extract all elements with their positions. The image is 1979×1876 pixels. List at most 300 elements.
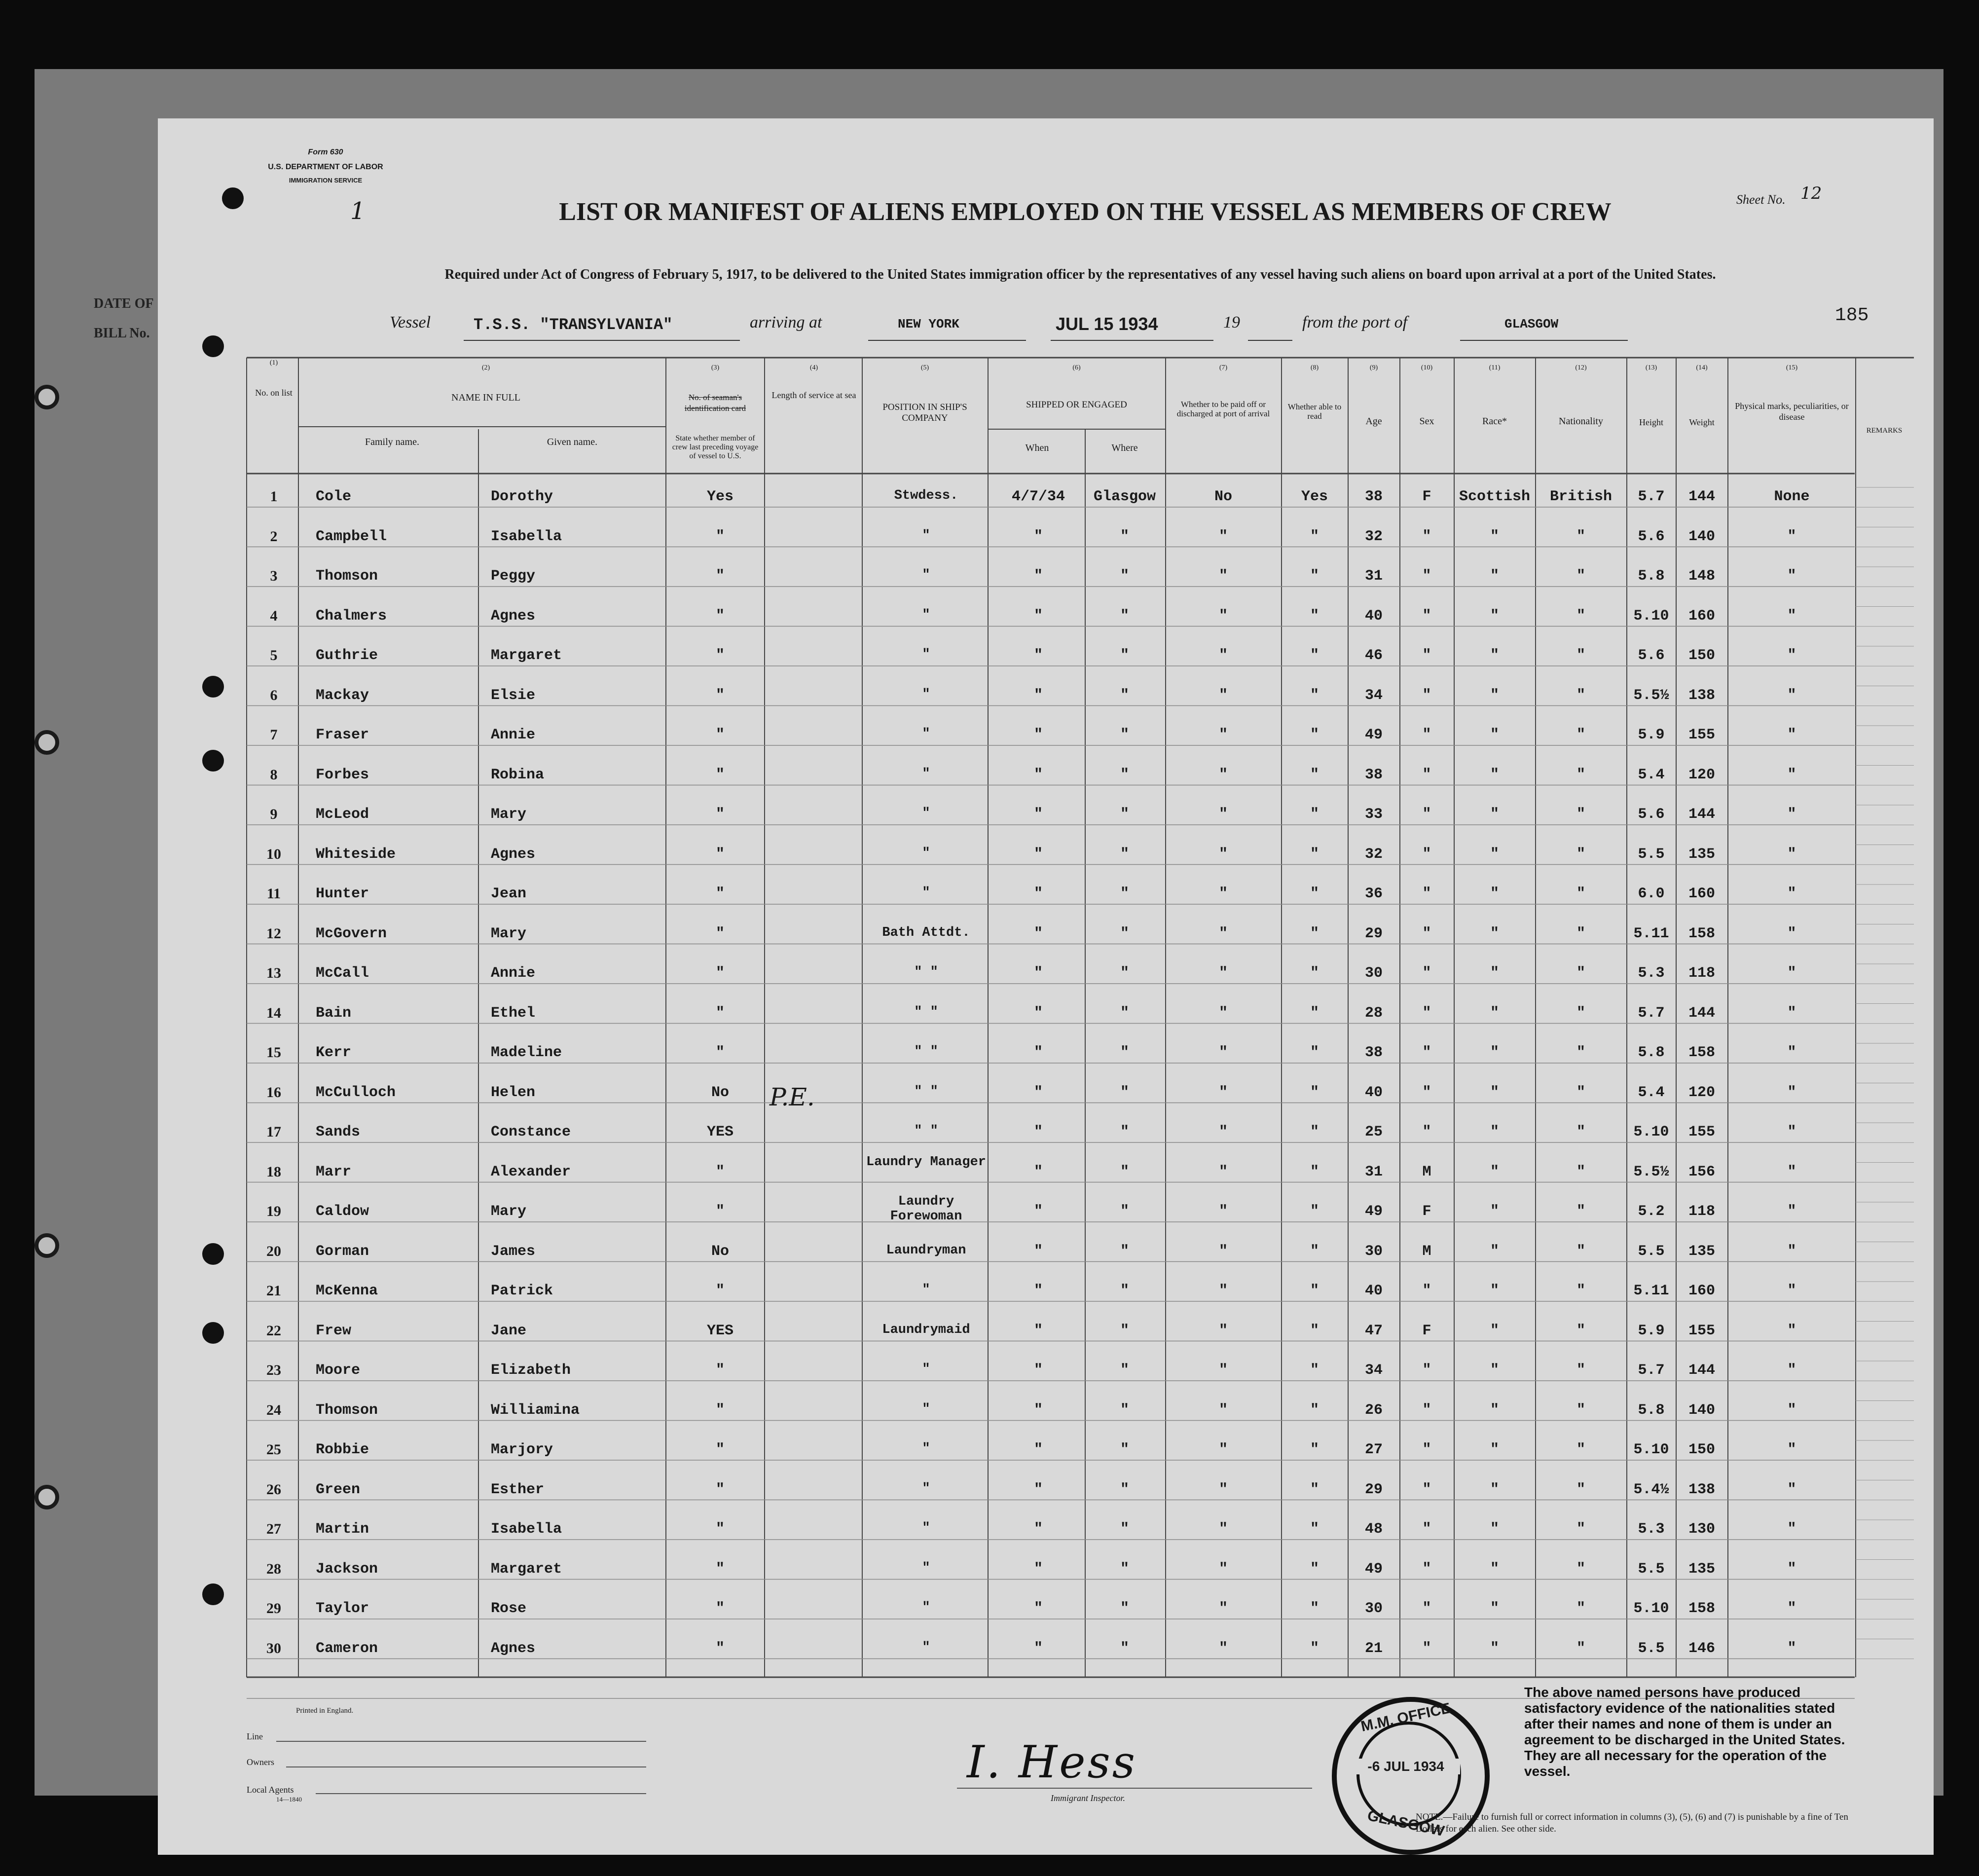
shipped-where: " xyxy=(1120,925,1129,942)
weight: 160 xyxy=(1688,607,1715,625)
paid-off: " xyxy=(1218,607,1228,625)
height: 5.7 xyxy=(1638,488,1665,505)
col-num-5: (5) xyxy=(920,364,929,371)
seaman-status: " xyxy=(715,687,725,704)
age: 38 xyxy=(1364,766,1383,783)
shipped-where: " xyxy=(1120,647,1129,664)
age: 25 xyxy=(1364,1124,1383,1140)
arriving-port: NEW YORK xyxy=(898,317,959,331)
age: 49 xyxy=(1364,1560,1383,1578)
nationality: " xyxy=(1576,965,1585,982)
row-number: 22 xyxy=(266,1322,281,1339)
seaman-status: " xyxy=(715,1521,725,1538)
sex: F xyxy=(1422,1322,1431,1339)
col-sex: Sex xyxy=(1419,416,1434,427)
height: 5.5 xyxy=(1638,1243,1665,1260)
position: Bath Attdt. xyxy=(882,925,970,940)
shipped-when: " xyxy=(1033,1243,1043,1260)
given-name: Marjory xyxy=(491,1441,553,1458)
position: Laundryman xyxy=(886,1243,966,1258)
paid-off: " xyxy=(1218,925,1228,942)
given-name: Williamina xyxy=(491,1401,580,1419)
row-number: 11 xyxy=(266,885,281,902)
footer-owners-label: Owners xyxy=(247,1757,274,1767)
certification-text: The above named persons have produced satisfactory evidence of the nationalities stated after their names and none of them is under an agreement to be discharged in the United States. They are all necessary for the operation of the vessel. xyxy=(1524,1685,1845,1779)
physical-marks: " xyxy=(1787,1243,1796,1260)
given-name: Isabella xyxy=(491,528,562,545)
shipped-where: Glasgow xyxy=(1093,488,1156,505)
age: 30 xyxy=(1364,1243,1383,1260)
able-to-read: " xyxy=(1310,727,1319,743)
nationality: " xyxy=(1576,687,1585,704)
shipped-when: " xyxy=(1033,1600,1043,1617)
seaman-status: " xyxy=(715,1163,725,1180)
race: " xyxy=(1490,727,1499,743)
col-age: Age xyxy=(1365,416,1382,427)
able-to-read: " xyxy=(1310,1560,1319,1578)
position: " xyxy=(922,1521,930,1536)
col-nationality: Nationality xyxy=(1559,416,1603,427)
able-to-read: " xyxy=(1310,1084,1319,1101)
nationality: " xyxy=(1576,1362,1585,1379)
weight: 118 xyxy=(1688,1203,1715,1220)
height: 5.10 xyxy=(1633,607,1669,625)
paid-off: No xyxy=(1214,488,1232,505)
seaman-status: " xyxy=(715,766,725,783)
seaman-status: " xyxy=(715,1203,725,1220)
given-name: James xyxy=(491,1243,536,1260)
sex: " xyxy=(1422,766,1431,783)
sex: " xyxy=(1422,1401,1431,1419)
shipped-when: " xyxy=(1033,1560,1043,1578)
race: " xyxy=(1490,1521,1499,1538)
able-to-read: " xyxy=(1310,1441,1319,1458)
weight: 135 xyxy=(1688,846,1715,863)
paid-off: " xyxy=(1218,1163,1228,1180)
weight: 155 xyxy=(1688,727,1715,743)
nationality: " xyxy=(1576,1084,1585,1101)
footer-agents-label: Local Agents xyxy=(247,1785,294,1795)
paid-off: " xyxy=(1218,528,1228,545)
given-name: Margaret xyxy=(491,1560,562,1578)
nationality: " xyxy=(1576,727,1585,743)
able-to-read: " xyxy=(1310,1044,1319,1061)
weight: 144 xyxy=(1688,806,1715,823)
col-num-15: (15) xyxy=(1786,364,1798,371)
position: " " xyxy=(914,1004,938,1020)
physical-marks: " xyxy=(1787,1044,1796,1061)
able-to-read: " xyxy=(1310,528,1319,545)
physical-marks: " xyxy=(1787,528,1796,545)
family-name: Moore xyxy=(316,1362,361,1379)
paid-off: " xyxy=(1218,1243,1228,1260)
col-where: Where xyxy=(1111,442,1138,453)
sex: " xyxy=(1422,1283,1431,1299)
shipped-when: " xyxy=(1033,1044,1043,1061)
seaman-status: No xyxy=(711,1243,729,1260)
shipped-when: " xyxy=(1033,1521,1043,1538)
weight: 155 xyxy=(1688,1322,1715,1339)
seaman-status: " xyxy=(715,806,725,823)
shipped-when: " xyxy=(1033,1481,1043,1498)
physical-marks: " xyxy=(1787,766,1796,783)
position: Laundrymaid xyxy=(882,1322,970,1337)
weight: 158 xyxy=(1688,925,1715,942)
seaman-status: " xyxy=(715,1441,725,1458)
able-to-read: " xyxy=(1310,965,1319,982)
col-num-7: (7) xyxy=(1219,364,1228,371)
nationality: " xyxy=(1576,647,1585,664)
given-name: Robina xyxy=(491,766,545,783)
height: 6.0 xyxy=(1638,885,1665,902)
given-name: Constance xyxy=(491,1124,571,1140)
col-race: Race* xyxy=(1482,416,1507,427)
given-name: Esther xyxy=(491,1481,545,1498)
physical-marks: " xyxy=(1787,607,1796,625)
col-num-3: (3) xyxy=(711,364,720,371)
shipped-when: " xyxy=(1033,1004,1043,1022)
seaman-status: " xyxy=(715,925,725,942)
seaman-status: " xyxy=(715,1004,725,1022)
position: " xyxy=(922,1441,930,1456)
position: " xyxy=(922,766,930,781)
sheet-no-label: Sheet No. xyxy=(1736,192,1786,207)
position: " xyxy=(922,1640,930,1655)
position: " xyxy=(922,568,930,583)
seaman-status: " xyxy=(715,1362,725,1379)
family-name: Cole xyxy=(316,488,352,505)
nationality: " xyxy=(1576,568,1585,585)
weight: 150 xyxy=(1688,1441,1715,1458)
row-number: 1 xyxy=(270,488,278,505)
family-name: Cameron xyxy=(316,1640,378,1657)
weight: 120 xyxy=(1688,766,1715,783)
printed-in-label: Printed in England. xyxy=(296,1707,354,1715)
shipped-when: " xyxy=(1033,846,1043,863)
shipped-where: " xyxy=(1120,1481,1129,1498)
race: " xyxy=(1490,1441,1499,1458)
able-to-read: " xyxy=(1310,1243,1319,1260)
family-name: Guthrie xyxy=(316,647,378,664)
nationality: " xyxy=(1576,766,1585,783)
sex: " xyxy=(1422,1004,1431,1022)
sex: " xyxy=(1422,846,1431,863)
physical-marks: " xyxy=(1787,885,1796,902)
height: 5.2 xyxy=(1638,1203,1665,1220)
paid-off: " xyxy=(1218,965,1228,982)
weight: 146 xyxy=(1688,1640,1715,1657)
sex: " xyxy=(1422,1084,1431,1101)
able-to-read: " xyxy=(1310,1481,1319,1498)
physical-marks: " xyxy=(1787,1283,1796,1299)
row-number: 12 xyxy=(266,925,281,942)
seaman-status: No xyxy=(711,1084,729,1101)
sex: " xyxy=(1422,528,1431,545)
physical-marks: " xyxy=(1787,925,1796,942)
position: " " xyxy=(914,1044,938,1059)
family-name: Fraser xyxy=(316,727,369,743)
age: 49 xyxy=(1364,727,1383,743)
paid-off: " xyxy=(1218,1044,1228,1061)
race: " xyxy=(1490,1163,1499,1180)
sex: " xyxy=(1422,1560,1431,1578)
height: 5.3 xyxy=(1638,1521,1665,1538)
given-name: Jean xyxy=(491,885,527,902)
able-to-read: " xyxy=(1310,806,1319,823)
physical-marks: " xyxy=(1787,1401,1796,1419)
race: " xyxy=(1490,1600,1499,1617)
position: " xyxy=(922,885,930,900)
height: 5.8 xyxy=(1638,1401,1665,1419)
nationality: " xyxy=(1576,846,1585,863)
sex: " xyxy=(1422,1044,1431,1061)
col-seaman-card: No. of seaman's identification card xyxy=(684,393,746,413)
age: 27 xyxy=(1364,1441,1383,1458)
height: 5.7 xyxy=(1638,1362,1665,1379)
sex: " xyxy=(1422,647,1431,664)
shipped-when: " xyxy=(1033,1441,1043,1458)
height: 5.6 xyxy=(1638,806,1665,823)
nationality: " xyxy=(1576,1401,1585,1419)
physical-marks: " xyxy=(1787,1322,1796,1339)
paid-off: " xyxy=(1218,1124,1228,1140)
age: 32 xyxy=(1364,846,1383,863)
shipped-where: " xyxy=(1120,806,1129,823)
col-seaman-note: State whether member of crew last preceding voyage of vessel to U.S. xyxy=(672,434,759,460)
age: 40 xyxy=(1364,1084,1383,1101)
able-to-read: " xyxy=(1310,885,1319,902)
given-name: Dorothy xyxy=(491,488,553,505)
row-number: 28 xyxy=(266,1560,281,1577)
paid-off: " xyxy=(1218,1362,1228,1379)
shipped-when: " xyxy=(1033,1124,1043,1140)
given-name: Annie xyxy=(491,727,536,743)
nationality: " xyxy=(1576,1044,1585,1061)
physical-marks: " xyxy=(1787,1004,1796,1022)
weight: 135 xyxy=(1688,1243,1715,1260)
seaman-status: " xyxy=(715,1481,725,1498)
sex: " xyxy=(1422,568,1431,585)
nationality: British xyxy=(1549,488,1613,505)
age: 38 xyxy=(1364,488,1383,505)
col-num-14: (14) xyxy=(1696,364,1708,371)
inspector-signature: I. Hess xyxy=(967,1736,1137,1788)
weight: 148 xyxy=(1688,568,1715,585)
row-number: 9 xyxy=(270,806,278,822)
sex: M xyxy=(1422,1243,1431,1260)
paid-off: " xyxy=(1218,1481,1228,1498)
col-weight: Weight xyxy=(1689,417,1715,427)
physical-marks: " xyxy=(1787,1560,1796,1578)
able-to-read: " xyxy=(1310,925,1319,942)
weight: 155 xyxy=(1688,1124,1715,1140)
weight: 130 xyxy=(1688,1521,1715,1538)
nationality: " xyxy=(1576,1481,1585,1498)
col-num-6: (6) xyxy=(1072,364,1081,371)
sex: F xyxy=(1422,1203,1431,1220)
family-name: McGovern xyxy=(316,925,387,942)
paid-off: " xyxy=(1218,1600,1228,1617)
shipped-where: " xyxy=(1120,1322,1129,1339)
able-to-read: " xyxy=(1310,1124,1319,1140)
shipped-when: " xyxy=(1033,806,1043,823)
height: 5.11 xyxy=(1633,925,1669,942)
shipped-where: " xyxy=(1120,727,1129,743)
paid-off: " xyxy=(1218,1084,1228,1101)
shipped-where: " xyxy=(1120,568,1129,585)
vessel-name: T.S.S. "TRANSYLVANIA" xyxy=(474,316,673,334)
family-name: McCall xyxy=(316,965,369,982)
height: 5.10 xyxy=(1633,1600,1669,1617)
side-date-label: DATE OF xyxy=(94,296,154,311)
able-to-read: " xyxy=(1310,607,1319,625)
family-name: Frew xyxy=(316,1322,352,1339)
seaman-status: " xyxy=(715,885,725,902)
race: " xyxy=(1490,1322,1499,1339)
shipped-where: " xyxy=(1120,1243,1129,1260)
shipped-where: " xyxy=(1120,846,1129,863)
shipped-when: " xyxy=(1033,965,1043,982)
shipped-where: " xyxy=(1120,1283,1129,1299)
age: 21 xyxy=(1364,1640,1383,1657)
position: Laundry Forewoman xyxy=(890,1194,962,1224)
row-number: 20 xyxy=(266,1243,281,1259)
footer-line-label: Line xyxy=(247,1731,263,1741)
race: " xyxy=(1490,766,1499,783)
vessel-label: Vessel xyxy=(390,313,431,331)
given-name: Rose xyxy=(491,1600,527,1617)
position: " " xyxy=(914,1084,938,1099)
nationality: " xyxy=(1576,1004,1585,1022)
able-to-read: " xyxy=(1310,1600,1319,1617)
pe-annotation: P.E. xyxy=(770,1083,815,1111)
shipped-where: " xyxy=(1120,1124,1129,1140)
row-number: 5 xyxy=(270,647,278,663)
sex: " xyxy=(1422,727,1431,743)
shipped-when: " xyxy=(1033,1640,1043,1657)
shipped-where: " xyxy=(1120,607,1129,625)
physical-marks: " xyxy=(1787,965,1796,982)
col-remarks: REMARKS xyxy=(1866,427,1903,435)
sex: " xyxy=(1422,925,1431,942)
row-number: 24 xyxy=(266,1401,281,1418)
paid-off: " xyxy=(1218,1521,1228,1538)
race: " xyxy=(1490,528,1499,545)
able-to-read: " xyxy=(1310,647,1319,664)
age: 47 xyxy=(1364,1322,1383,1339)
row-number: 19 xyxy=(266,1203,281,1219)
physical-marks: " xyxy=(1787,568,1796,585)
age: 36 xyxy=(1364,885,1383,902)
nationality: " xyxy=(1576,806,1585,823)
row-number: 21 xyxy=(266,1283,281,1299)
physical-marks: " xyxy=(1787,727,1796,743)
able-to-read: " xyxy=(1310,1163,1319,1180)
family-name: Bain xyxy=(316,1004,352,1022)
row-number: 15 xyxy=(266,1044,281,1061)
position: " " xyxy=(914,965,938,980)
family-name: Thomson xyxy=(316,568,378,585)
col-name-in-full: NAME IN FULL xyxy=(451,392,520,403)
physical-marks: " xyxy=(1787,1124,1796,1140)
family-name: Sands xyxy=(316,1124,361,1140)
row-number: 18 xyxy=(266,1163,281,1180)
col-num-2: (2) xyxy=(481,364,490,371)
position: " xyxy=(922,1560,930,1576)
stamp-top: M.M. OFFICE xyxy=(1359,1700,1452,1735)
position: Laundry Manager xyxy=(866,1154,987,1170)
family-name: McCulloch xyxy=(316,1084,396,1101)
seaman-status: " xyxy=(715,647,725,664)
position: " " xyxy=(914,1124,938,1139)
given-name: Elizabeth xyxy=(491,1362,571,1379)
position: " xyxy=(922,1481,930,1496)
col-given-name: Given name. xyxy=(547,437,598,447)
sex: " xyxy=(1422,1362,1431,1379)
paid-off: " xyxy=(1218,766,1228,783)
page-subtitle: Required under Act of Congress of February 5, 1917, to be delivered to the United States immigration officer by the representatives of any vessel having such aliens on board upon arrival at a port of the United States. xyxy=(444,267,1716,282)
family-name: Marr xyxy=(316,1163,352,1180)
paid-off: " xyxy=(1218,1441,1228,1458)
position: " xyxy=(922,1401,930,1417)
age: 31 xyxy=(1364,568,1383,585)
col-num-10: (10) xyxy=(1421,364,1433,371)
page-title: LIST OR MANIFEST OF ALIENS EMPLOYED ON THE VESSEL AS MEMBERS OF CREW xyxy=(559,198,1612,226)
able-to-read: " xyxy=(1310,1283,1319,1299)
age: 46 xyxy=(1364,647,1383,664)
year-label: 19 xyxy=(1223,313,1240,331)
arriving-label: arriving at xyxy=(750,313,822,331)
age: 30 xyxy=(1364,1600,1383,1617)
shipped-when: " xyxy=(1033,687,1043,704)
weight: 144 xyxy=(1688,1362,1715,1379)
nationality: " xyxy=(1576,1322,1585,1339)
col-num-8: (8) xyxy=(1310,364,1319,371)
col-no-on-list: No. on list xyxy=(255,388,293,398)
given-name: Annie xyxy=(491,965,536,982)
height: 5.9 xyxy=(1638,1322,1665,1339)
row-number: 13 xyxy=(266,965,281,981)
family-name: Taylor xyxy=(316,1600,369,1617)
col-num-4: (4) xyxy=(809,364,818,371)
age: 29 xyxy=(1364,1481,1383,1498)
position: " xyxy=(922,1362,930,1377)
paid-off: " xyxy=(1218,1560,1228,1578)
able-to-read: " xyxy=(1310,1203,1319,1220)
paid-off: " xyxy=(1218,1203,1228,1220)
sex: " xyxy=(1422,885,1431,902)
shipped-when: " xyxy=(1033,1322,1043,1339)
age: 49 xyxy=(1364,1203,1383,1220)
sex: M xyxy=(1422,1163,1431,1180)
family-name: Chalmers xyxy=(316,607,387,625)
height: 5.10 xyxy=(1633,1441,1669,1458)
sex: " xyxy=(1422,607,1431,625)
given-name: Jane xyxy=(491,1322,527,1339)
shipped-where: " xyxy=(1120,766,1129,783)
family-name: McKenna xyxy=(316,1283,378,1299)
row-number: 23 xyxy=(266,1362,281,1378)
race: " xyxy=(1490,965,1499,982)
paid-off: " xyxy=(1218,885,1228,902)
row-number: 4 xyxy=(270,607,278,624)
shipped-when: " xyxy=(1033,647,1043,664)
shipped-where: " xyxy=(1120,885,1129,902)
able-to-read: " xyxy=(1310,687,1319,704)
shipped-where: " xyxy=(1120,1521,1129,1538)
row-number: 7 xyxy=(270,727,278,743)
given-name: Peggy xyxy=(491,568,536,585)
